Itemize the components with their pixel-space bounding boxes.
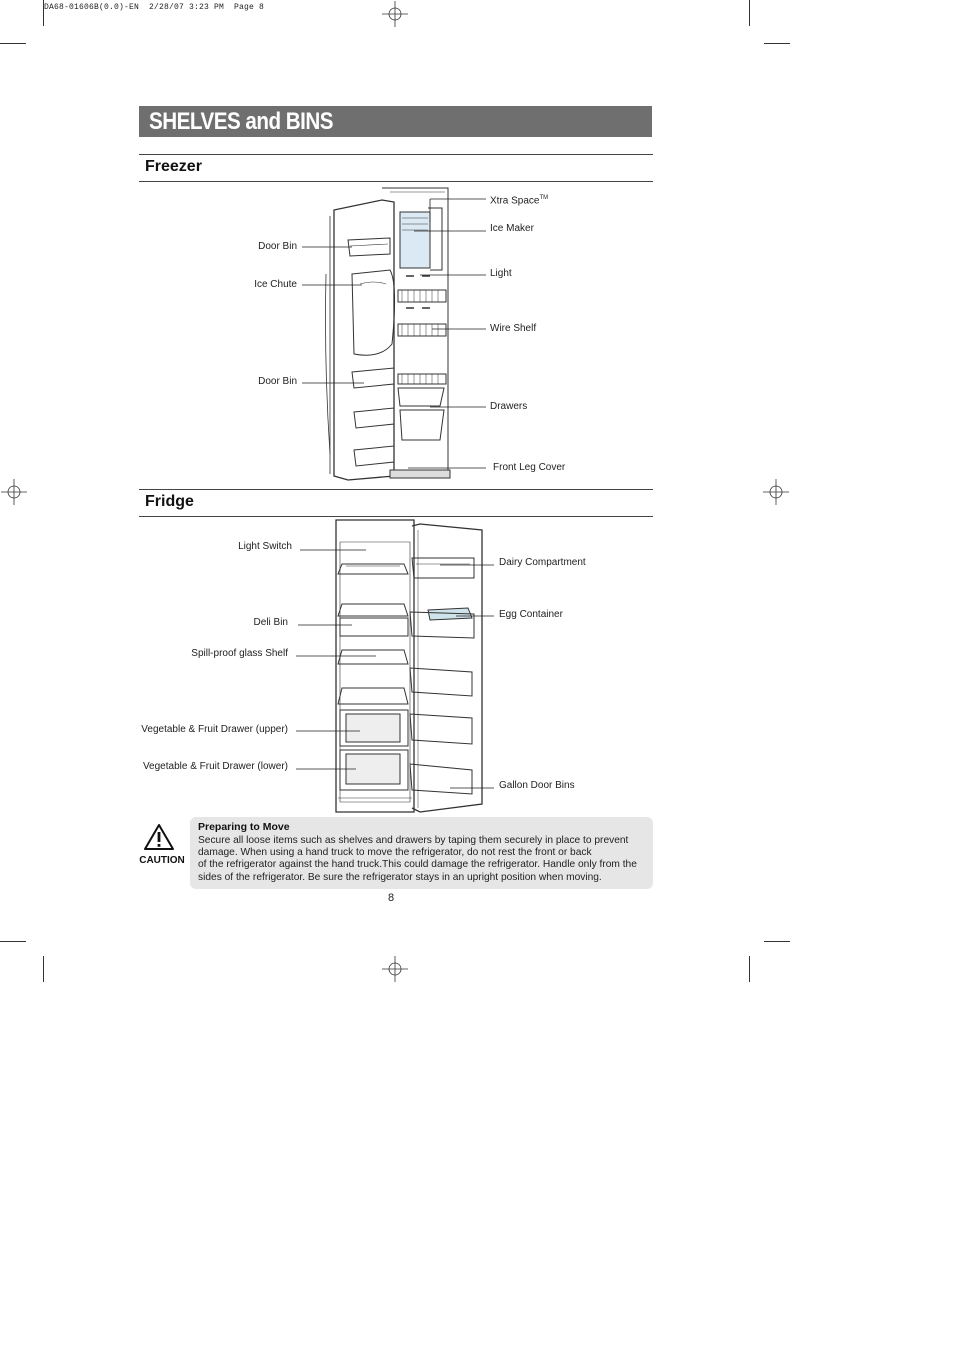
crop-mark-bottom-right-v	[749, 956, 750, 982]
page-number: 8	[388, 892, 395, 904]
caution-box	[190, 817, 653, 889]
caution-label: CAUTION	[139, 855, 185, 866]
label-egg-container: Egg Container	[499, 609, 563, 620]
crop-mark-bottom-left-v	[43, 956, 44, 982]
label-deli-bin: Deli Bin	[253, 617, 288, 628]
label-light: Light	[490, 268, 512, 279]
label-veg-drawer-lower: Vegetable & Fruit Drawer (lower)	[142, 761, 288, 772]
label-xtra-space	[490, 192, 548, 207]
label-gallon-door-bins: Gallon Door Bins	[499, 780, 575, 791]
label-dairy-compartment: Dairy Compartment	[499, 557, 586, 568]
warning-triangle-icon	[143, 823, 175, 851]
fridge-rule-top	[139, 489, 653, 490]
label-door-bin-lower: Door Bin	[258, 376, 297, 387]
crop-mark-bottom-right-h	[764, 941, 790, 942]
label-veg-drawer-upper: Vegetable & Fruit Drawer (upper)	[141, 724, 288, 735]
caution-line: of the refrigerator against the hand truck.This could damage the refrigerator. Handle only from the	[198, 859, 637, 871]
crop-mark-bottom-left-h	[0, 941, 26, 942]
label-ice-chute: Ice Chute	[254, 279, 297, 290]
label-drawers: Drawers	[490, 401, 528, 412]
print-slug: DA68-01606B(0.0)-EN 2/28/07 3:23 PM Page 8	[44, 3, 265, 12]
registration-mark-bottom-icon	[382, 956, 408, 982]
label-xtra-space-tm: TM	[539, 195, 549, 201]
fridge-heading: Fridge	[145, 493, 194, 510]
caution-title: Preparing to Move	[198, 821, 290, 833]
caution-line: sides of the refrigerator. Be sure the refrigerator stays in an upright position when moving.	[198, 871, 602, 883]
label-wire-shelf: Wire Shelf	[490, 323, 537, 334]
caution-line: damage. When using a hand truck to move the refrigerator, do not rest the front or back	[198, 847, 592, 859]
label-door-bin-upper: Door Bin	[258, 241, 297, 252]
caution-body	[198, 835, 650, 884]
freezer-leader-lines	[0, 0, 954, 500]
label-light-switch: Light Switch	[238, 541, 292, 552]
label-xtra-space-text: Xtra Space	[490, 195, 540, 207]
label-ice-maker: Ice Maker	[490, 223, 534, 234]
label-front-leg-cover: Front Leg Cover	[493, 462, 566, 473]
page-title: SHELVES and BINS	[149, 108, 334, 135]
caution-line: Secure all loose items such as shelves and drawers by taping them securely in place to prevent	[198, 835, 629, 846]
freezer-heading: Freezer	[145, 158, 202, 175]
label-glass-shelf: Spill-proof glass Shelf	[191, 648, 288, 659]
